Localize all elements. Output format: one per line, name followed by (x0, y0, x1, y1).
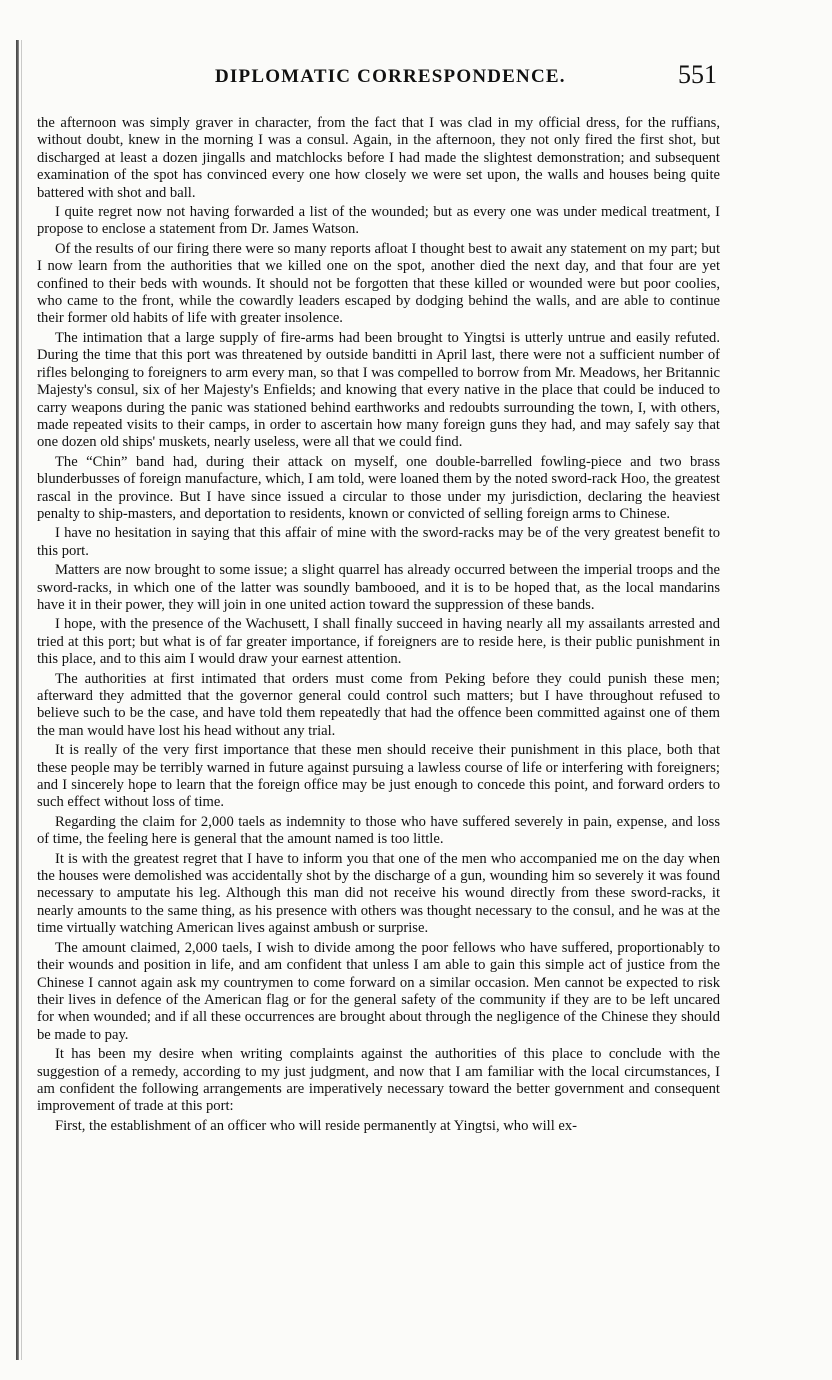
paragraph: It is really of the very first importance that these men should receive their punishment in this place, both that these people may be terribly warned in future against pursuing a lawless course of life or interfering with foreigners; and I sincerely hope to learn that the foreign office may be just enough to concede this point, and forward orders to such effect without loss of time. (37, 742, 720, 811)
paragraph: the afternoon was simply graver in character, from the fact that I was clad in my official dress, for the ruffians, without doubt, knew in the morning I was a consul. Again, in the afternoon, they not only fired the first shot, but discharged at least a dozen jingalls and matchlocks before I had made the slightest demonstration; and subsequent examination of the spot has convinced every one how closely we were set upon, the walls and houses being quite battered with shot and ball. (37, 115, 720, 201)
paragraph: The amount claimed, 2,000 taels, I wish to divide among the poor fellows who have suffered, proportionably to their wounds and position in life, and am confident that unless I am able to gain this simple act of justice from the Chinese I cannot again ask my countrymen to come forward on a similar occasion. Men cannot be expected to risk their lives in defence of the American flag or for the general safety of the community if they are to be left uncared for when wounded; and if all these occurrences are brought about through the negligence of the Chinese they should be made to pay. (37, 939, 720, 1043)
paragraph: It is with the greatest regret that I have to inform you that one of the men who accompanied me on the day when the houses were demolished was accidentally shot by the discharge of a gun, wounding him so severely it was found necessary to amputate his leg. Although this man did not receive his wound directly from these sword-racks, it nearly amounts to the same thing, as his presence with others was thought necessary to the consul, and he was at the time virtually watching American lives against ambush or surprise. (37, 850, 720, 937)
paragraph: It has been my desire when writing complaints against the authorities of this place to conclude with the suggestion of a remedy, according to my just judgment, and now that I am familiar with the local circumstances, I am confident the following arrangements are imperatively necessary toward the better government and consequent improvement of trade at this port: (37, 1046, 720, 1115)
binding-edge-line (21, 40, 22, 1360)
paragraph: Of the results of our firing there were so many reports afloat I thought best to await any statement on my part; but I now learn from the authorities that we killed one on the spot, another died the next day, and that four are yet confined to their beds with wounds. It should not be forgotten that these killed or wounded were but poor coolies, who came to the front, while the cowardly leaders escaped by dodging behind the walls, and are able to continue their former old habits of life with greater insolence. (37, 240, 720, 327)
paragraph: The intimation that a large supply of fire-arms had been brought to Yingtsi is utterly untrue and easily refuted. During the time that this port was threatened by outside banditti in April last, there were not a sufficient number of rifles belonging to foreigners to arm every man, so that I was compelled to borrow from Mr. Meadows, her Britannic Majesty's consul, six of her Majesty's Enfields; and knowing that every native in the place that could be induced to carry weapons during the panic was stationed behind earthworks and redoubts surrounding the town, I, with others, made repeated visits to their camps, in order to ascertain how many foreign guns they had, and may safely say that one dozen old ships' muskets, nearly useless, were all that we could find. (37, 329, 720, 451)
page-number: 551 (678, 60, 717, 89)
paragraph: I quite regret now not having forwarded a list of the wounded; but as every one was under medical treatment, I propose to enclose a statement from Dr. James Watson. (37, 204, 720, 238)
paragraph: The authorities at first intimated that orders must come from Peking before they could punish these men; afterward they admitted that the governor general could control such matters; but I have throughout refused to believe such to be the case, and have told them repeatedly that had the offence been committed against one of them the man would have lost his head without any trial. (37, 670, 720, 739)
paragraph: Regarding the claim for 2,000 taels as indemnity to those who have suffered severely in pain, expense, and loss of time, the feeling here is general that the amount named is too little. (37, 813, 720, 848)
binding-edge-shadow (16, 40, 19, 1360)
paragraph: The “Chin” band had, during their attack on myself, one double-barrelled fowling-piece and two brass blunderbusses of foreign manufacture, which, I am told, were loaned them by the noted sword-rack Hoo, the greatest rascal in the province. But I have since issued a circular to those under my jurisdiction, declaring the heaviest penalty to ship-masters, and deportation to residents, known or convicted of selling foreign arms to Chinese. (37, 453, 720, 522)
paragraph-continued: First, the establishment of an officer who will reside permanently at Yingtsi, who will ex- (55, 1117, 578, 1134)
paragraph: I hope, with the presence of the Wachusett, I shall finally succeed in having nearly all my assailants arrested and tried at this port; but what is of far greater importance, if foreigners are to reside here, is their public punishment in this place, and to this aim I would draw your earnest attention. (37, 616, 720, 668)
paragraph: Matters are now brought to some issue; a slight quarrel has already occurred between the imperial troops and the sword-racks, in which one of the latter was soundly bambooed, and it is to be hoped that, as the local mandarins have it in their power, they will join in one united action toward the suppression of these bands. (37, 562, 720, 613)
running-head: DIPLOMATIC CORRESPONDENCE. (215, 66, 566, 87)
paragraph: I have no hesitation in saying that this affair of mine with the sword-racks may be of the very greatest benefit to this port. (37, 525, 720, 559)
body-text (37, 115, 720, 1137)
